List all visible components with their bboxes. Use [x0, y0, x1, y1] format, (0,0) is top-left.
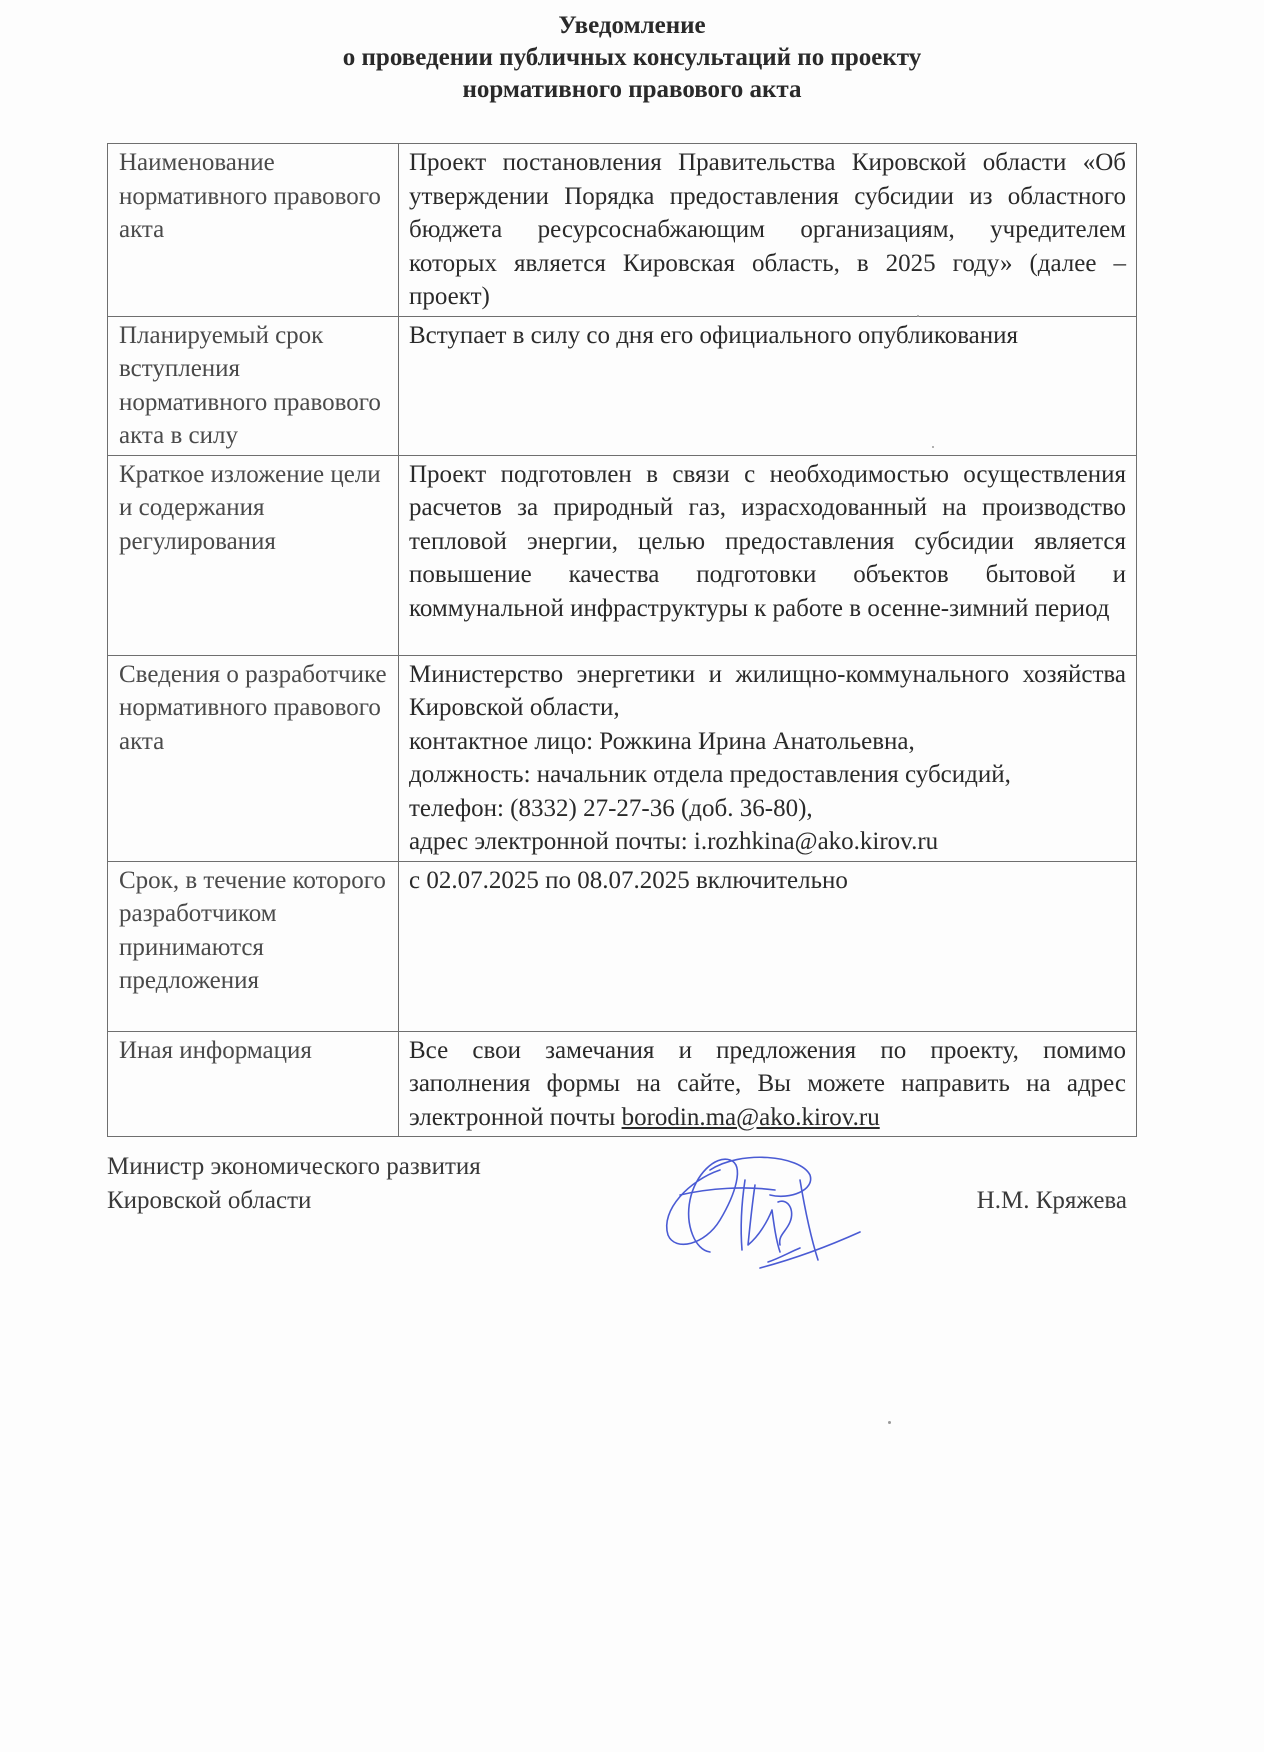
other-info-text: Все свои замечания и предложения по проекту, помимо заполнения формы на сайте, Вы можете направить на адрес электронной почты	[409, 1036, 1126, 1131]
row-label: Срок, в течение которого разработчиком принимаются предложения	[108, 861, 399, 1031]
notice-table	[107, 143, 1137, 1137]
title-line-3: нормативного правового акта	[462, 76, 802, 103]
scan-speck	[932, 446, 934, 448]
row-label: Иная информация	[108, 1031, 399, 1137]
table-row	[108, 655, 1137, 861]
handwritten-signature	[650, 1140, 870, 1280]
signatory-position	[107, 1150, 481, 1218]
row-label: Краткое изложение цели и содержания регулирования	[108, 455, 399, 655]
developer-ministry: Министерство энергетики и жилищно-коммунального хозяйства Кировской области,	[409, 660, 1126, 721]
scan-speck	[917, 315, 919, 317]
email-link[interactable]: borodin.ma@ako.kirov.ru	[621, 1103, 880, 1131]
row-label: Сведения о разработчике нормативного правового акта	[108, 655, 399, 861]
table-row	[108, 144, 1137, 317]
developer-email: адрес электронной почты: i.rozhkina@ako.kirov.ru	[409, 828, 939, 855]
signatory-position-line-2: Кировской области	[107, 1187, 312, 1214]
row-value: с 02.07.2025 по 08.07.2025 включительно	[399, 861, 1137, 1031]
row-value: Проект подготовлен в связи с необходимостью осуществления расчетов за природный газ, израсходованный на производство тепловой энергии, целью предоставления субсидии является повышение качества подготовки объектов бытовой и коммунальной инфраструктуры к работе в осенне-зимний период	[399, 455, 1137, 655]
row-value: Вступает в силу со дня его официального опубликования	[399, 316, 1137, 455]
scan-speck	[888, 1421, 891, 1424]
signatory-name: Н.М. Кряжева	[976, 1187, 1127, 1214]
table-row	[108, 861, 1137, 1031]
table-row	[108, 316, 1137, 455]
developer-contact: контактное лицо: Рожкина Ирина Анатольевна,	[409, 727, 915, 755]
row-label: Планируемый срок вступления нормативного правового акта в силу	[108, 316, 399, 455]
table-row	[108, 455, 1137, 655]
row-label: Наименование нормативного правового акта	[108, 144, 399, 317]
document-title	[100, 10, 1164, 106]
table-row	[108, 1031, 1137, 1137]
developer-position: должность: начальник отдела предоставления субсидий,	[409, 761, 1011, 788]
developer-phone: телефон: (8332) 27-27-36 (доб. 36-80),	[409, 794, 813, 822]
row-value	[399, 1031, 1137, 1137]
title-line-2: о проведении публичных консультаций по проекту	[342, 44, 922, 71]
signatory-position-line-1: Министр экономического развития	[107, 1153, 481, 1180]
title-line-1: Уведомление	[558, 12, 706, 39]
row-value	[399, 655, 1137, 861]
row-value: Проект постановления Правительства Кировской области «Об утверждении Порядка предоставления субсидии из областного бюджета ресурсоснабжающим организациям, учредителем которых является Кировская область, в 2025 году» (далее – проект)	[399, 144, 1137, 317]
